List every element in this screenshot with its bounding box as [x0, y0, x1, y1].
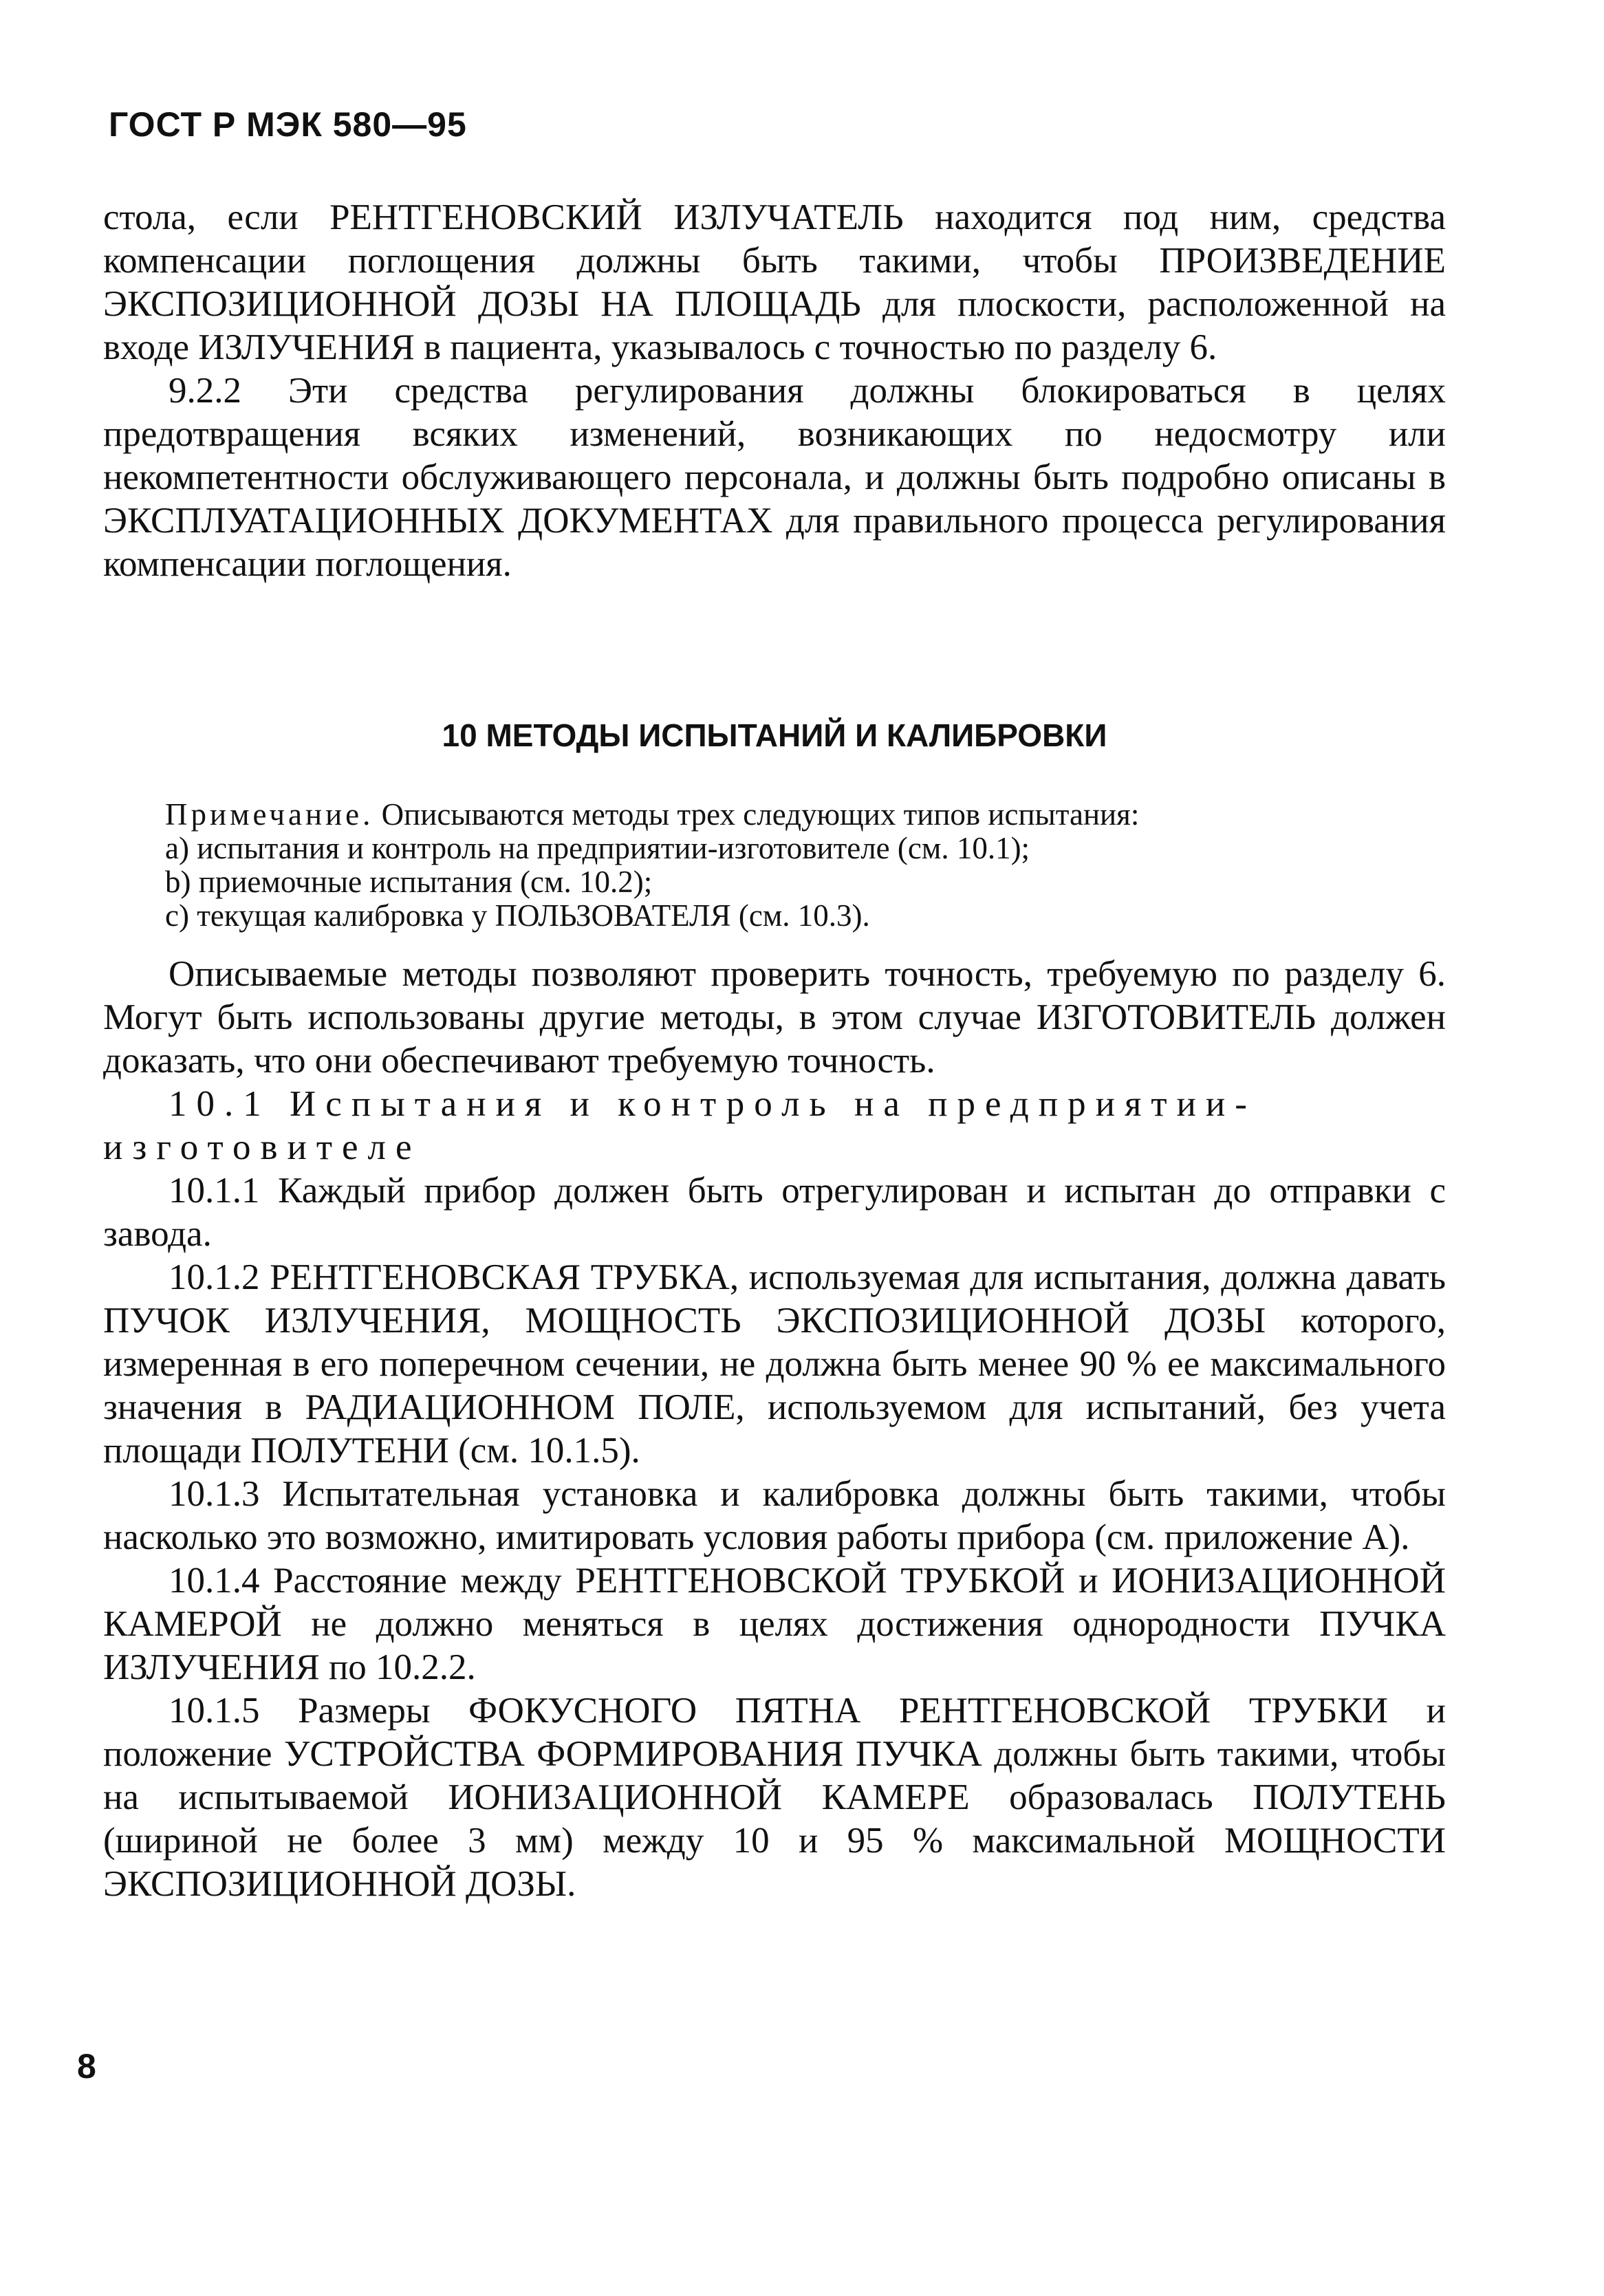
paragraph-10-1-5: 10.1.5 Размеры ФОКУСНОГО ПЯТНА РЕНТГЕНОВСКОЙ ТРУБКИ и положение УСТРОЙСТВА ФОРМИРОВАНИЯ ПУЧКА должны быть такими, чтобы на испытываемой ИОНИЗАЦИОННОЙ КАМЕРЕ образовалась ПОЛУТЕНЬ (шириной не более 3 мм) между 10 и 95 % максимальной МОЩНОСТИ ЭКСПОЗИЦИОННОЙ ДОЗЫ.	[103, 1691, 1446, 1904]
paragraph-methods: Описываемые методы позволяют проверить точность, требуемую по разделу 6. Могут быть использованы другие методы, в этом случае ИЗГОТОВИТЕЛЬ должен доказать, что они обеспечивают требуемую точность.	[103, 954, 1446, 1081]
paragraph-10-1-3: 10.1.3 Испытательная установка и калибровка должны быть такими, чтобы насколько это возможно, имитировать условия работы прибора (см. приложение А).	[103, 1474, 1446, 1557]
note-item-c: c) текущая калибровка у ПОЛЬЗОВАТЕЛЯ (см. 10.3).	[165, 898, 870, 933]
section-heading: 10 МЕТОДЫ ИСПЫТАНИЙ И КАЛИБРОВКИ	[442, 717, 1107, 753]
note-block	[165, 798, 1444, 933]
note-item-a: a) испытания и контроль на предприятии-изготовителе (см. 10.1);	[165, 831, 1030, 865]
note-intro	[165, 798, 1444, 832]
note-text: Описываются методы трех следующих типов испытания:	[373, 797, 1140, 832]
paragraph-10-1-4: 10.1.4 Расстояние между РЕНТГЕНОВСКОЙ ТРУБКОЙ и ИОНИЗАЦИОННОЙ КАМЕРОЙ не должно меняться в целях достижения однородности ПУЧКА ИЗЛУЧЕНИЯ по 10.2.2.	[103, 1561, 1446, 1687]
intro-block	[103, 196, 1446, 586]
document-header: ГОСТ Р МЭК 580—95	[109, 105, 467, 144]
page-number: 8	[77, 2047, 96, 2086]
paragraph-10-1-1: 10.1.1 Каждый прибор должен быть отрегулирован и испытан до отправки с завода.	[103, 1171, 1446, 1254]
intro-paragraph-continued: стола, если РЕНТГЕНОВСКИЙ ИЗЛУЧАТЕЛЬ находится под ним, средства компенсации поглощения должны быть такими, чтобы ПРОИЗВЕДЕНИЕ ЭКСПОЗИЦИОННОЙ ДОЗЫ НА ПЛОЩАДЬ для плоскости, расположенной на входе ИЗЛУЧЕНИЯ в пациента, указывалось с точностью по разделу 6.	[103, 197, 1446, 367]
paragraph-10-1-2: 10.1.2 РЕНТГЕНОВСКАЯ ТРУБКА, используемая для испытания, должна давать ПУЧОК ИЗЛУЧЕНИЯ, МОЩНОСТЬ ЭКСПОЗИЦИОННОЙ ДОЗЫ которого, измеренная в его поперечном сечении, не должна быть менее 90 % ее максимального значения в РАДИАЦИОННОМ ПОЛЕ, используемом для испытаний, без учета площади ПОЛУТЕНИ (см. 10.1.5).	[103, 1257, 1446, 1471]
note-item-b: b) приемочные испытания (см. 10.2);	[165, 865, 653, 899]
main-block	[103, 953, 1446, 1906]
note-label: Примечание.	[165, 797, 374, 832]
subsection-heading-10-1: 10.1 Испытания и контроль на предприятии-изготовителе	[103, 1084, 1257, 1167]
paragraph-9-2-2: 9.2.2 Эти средства регулирования должны блокироваться в целях предотвращения всяких изменений, возникающих по недосмотру или некомпетентности обслуживающего персонала, и должны быть подробно описаны в ЭКСПЛУАТАЦИОННЫХ ДОКУМЕНТАХ для правильного процесса регулирования компенсации поглощения.	[103, 371, 1446, 584]
